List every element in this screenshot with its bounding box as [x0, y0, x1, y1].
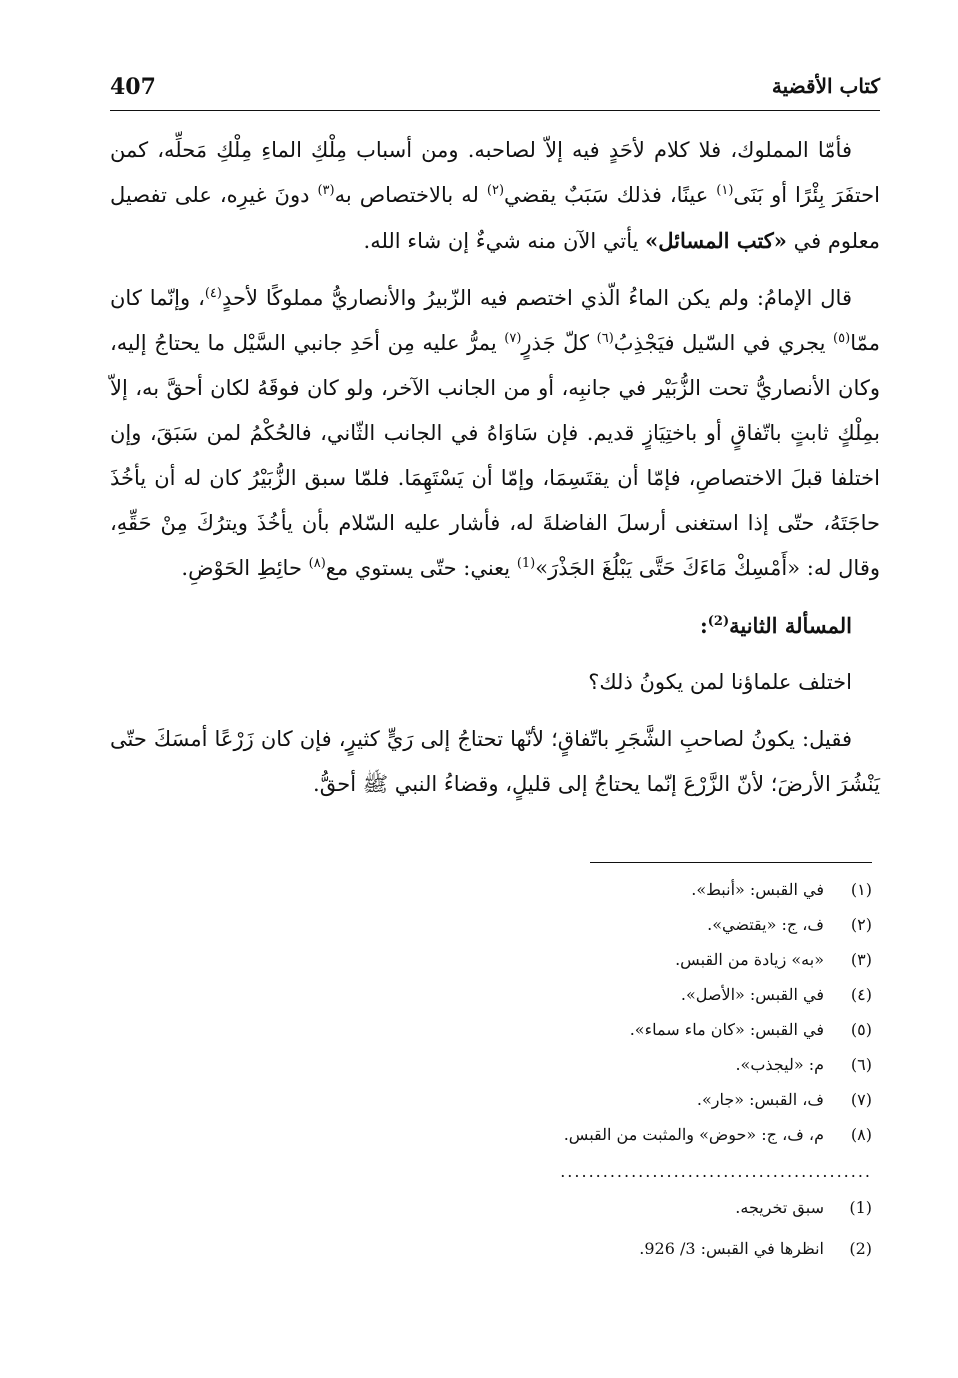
footnote-ref-1: (١) — [716, 183, 734, 198]
page-number: 407 — [110, 74, 156, 100]
footnote-ref-4: (٤) — [204, 286, 222, 301]
footnote-item — [300, 872, 872, 907]
p2-text-d: كلّ جَذرٍ — [521, 331, 597, 355]
p2-text-b: ، وإنّما كان ممّا — [110, 286, 880, 355]
footnote-ref-3: (٣) — [317, 183, 335, 198]
footnote-text: ف، ج: «يقتضي». — [707, 915, 824, 934]
footnote-item — [300, 1082, 872, 1117]
p1-text-d: دونَ غيرِه، على تفصيل معلوم في — [110, 183, 880, 253]
footnote-item — [300, 1047, 872, 1082]
footnote-text: م: «ليجذب». — [735, 1055, 824, 1074]
footnote-ref-b2: (2) — [707, 614, 730, 629]
heading-text: المسألة الثانية — [729, 613, 852, 638]
p1-text-b: عينًا، فذلك سَبَبٌ يقضي — [504, 183, 717, 207]
section-heading — [110, 603, 880, 648]
heading-colon: : — [699, 613, 708, 638]
footnote-text: في القبس: «الأصل». — [680, 985, 824, 1004]
footnote-ref-6: (٦) — [596, 331, 614, 346]
footnote-rule — [590, 862, 872, 863]
footnote-number: (٢) — [850, 915, 872, 934]
p2-text-a: قال الإمامُ: ولم يكن الماءُ الّذي اختصم فيه الزّبيرُ والأنصاريُّ مملوكًا لأحدٍ — [221, 286, 852, 310]
footnote-ref-7: (٧) — [504, 331, 522, 346]
footnote-number: (2) — [849, 1239, 872, 1258]
footnote-number: (٧) — [850, 1090, 872, 1109]
footnote-text: في القبس: «أنبط». — [691, 880, 824, 899]
p1-text-e: يأتي الآن منه شيءٌ إن شاء الله. — [363, 229, 646, 253]
footnote-ref-b1: (1) — [516, 556, 536, 571]
footnote-item — [300, 1231, 872, 1266]
p2-text-g: حائِطِ الحَوْضِ. — [181, 556, 309, 580]
header-rule — [110, 110, 880, 111]
paragraph-4: فقيل: يكونُ لصاحبِ الشَّجَرِ باتّفاقٍ؛ لأنّها تحتاجُ إلى رَيٍّ كثيرٍ، فإن كان زَرْعًا أمسَكَ حتّى يَنْشُرَ الأرضَ؛ لأنّ الزَّرْعَ إنّما يحتاجُ إلى قليلٍ، وقضاءُ النبي ﷺ أحقُّ. — [110, 727, 880, 796]
page-header — [110, 74, 880, 106]
footnotes — [300, 872, 872, 1266]
paragraph-2 — [110, 276, 880, 591]
footnote-item — [300, 1190, 872, 1225]
p2-text-f: يعني: حتّى يستوي مع — [325, 556, 517, 580]
footnote-item — [300, 1012, 872, 1047]
footnote-text: ف، القبس: «جار». — [696, 1090, 824, 1109]
footnote-number: (1) — [849, 1198, 872, 1217]
footnote-number: (٦) — [850, 1055, 872, 1074]
running-title: كتاب الأقضية — [771, 74, 880, 98]
footnote-text: انظرها في القبس: 3/ 926. — [639, 1239, 824, 1258]
footnote-number: (٤) — [850, 985, 872, 1004]
paragraph-3: اختلف علماؤنا لمن يكونُ ذلك؟ — [588, 670, 852, 694]
paragraph-1 — [110, 128, 880, 264]
p1-text-c: له بالاختصاص به — [334, 183, 487, 207]
footnote-number: (١) — [850, 880, 872, 899]
main-text — [110, 128, 880, 819]
footnote-number: (٨) — [850, 1125, 872, 1144]
footnote-text: سبق تخريجه. — [735, 1198, 824, 1217]
footnote-number: (٥) — [850, 1020, 872, 1039]
footnote-ref-8: (٨) — [308, 556, 326, 571]
p2-text-e: يمرُّ عليه مِن أحَدِ جانبي السَّيْل ما يحتاجُ إليه، وكان الأنصاريُّ تحت الزُّبَيْر في جانبِه، أو من الجانب الآخر، ولو كان فوقَهُ لكان أحقَّ به، إلاّ بمِلْكٍ ثابتٍ باتّفاقٍ أو باختِيَازٍ قديم. فإن سَاوَاهُ في الجانب الثّاني، فالحُكْمُ لمن سَبَقَ، وإن اختلفا قبلَ الاختصاصِ، فإمّا أن يقتَسِمَا، وإمّا أن يَسْتَهِمَا. فلمّا سبق الزُّبَيْرُ كان له أن يأخُذَ حاجَتَهُ، حتّى إذا استغنى أرسلَ الفاضلةَ له، فأشار عليه السّلام بأن يأخُذَ ويترُكَ مِنْ حَقِّهِ، وقال له: «أَمْسِكْ مَاءَكَ حَتَّى يَبْلُغَ الجَذْرَ» — [110, 331, 880, 580]
p2-text-c: يجري في السّيل فيَجْذِبُ — [613, 331, 834, 355]
footnote-item — [300, 942, 872, 977]
footnote-text: م، ف، ج: «حوض» والمثبت من القبس. — [563, 1125, 824, 1144]
p1-bold-title: «كتب المسائل» — [645, 228, 787, 253]
footnote-item — [300, 1117, 872, 1152]
footnote-ref-5: (٥) — [833, 331, 851, 346]
footnote-number: (٣) — [850, 950, 872, 969]
footnote-item — [300, 907, 872, 942]
footnote-ref-2: (٢) — [486, 183, 505, 198]
footnote-item — [300, 977, 872, 1012]
footnote-dotted-separator: ............................................ — [560, 1162, 872, 1181]
footnote-text: في القبس: «كان ماء سماء». — [629, 1020, 824, 1039]
p1-text-a: فأمّا المملوك، فلا كلام لأحَدٍ فيه إلاّ لصاحبه. ومن أسباب مِلْكِ الماءِ مِلْكِ مَحلِّه، كمن احتفَرَ بِئْرًا أو بَنَى — [110, 138, 880, 207]
footnote-text: «به» زيادة من القبس. — [675, 950, 824, 969]
